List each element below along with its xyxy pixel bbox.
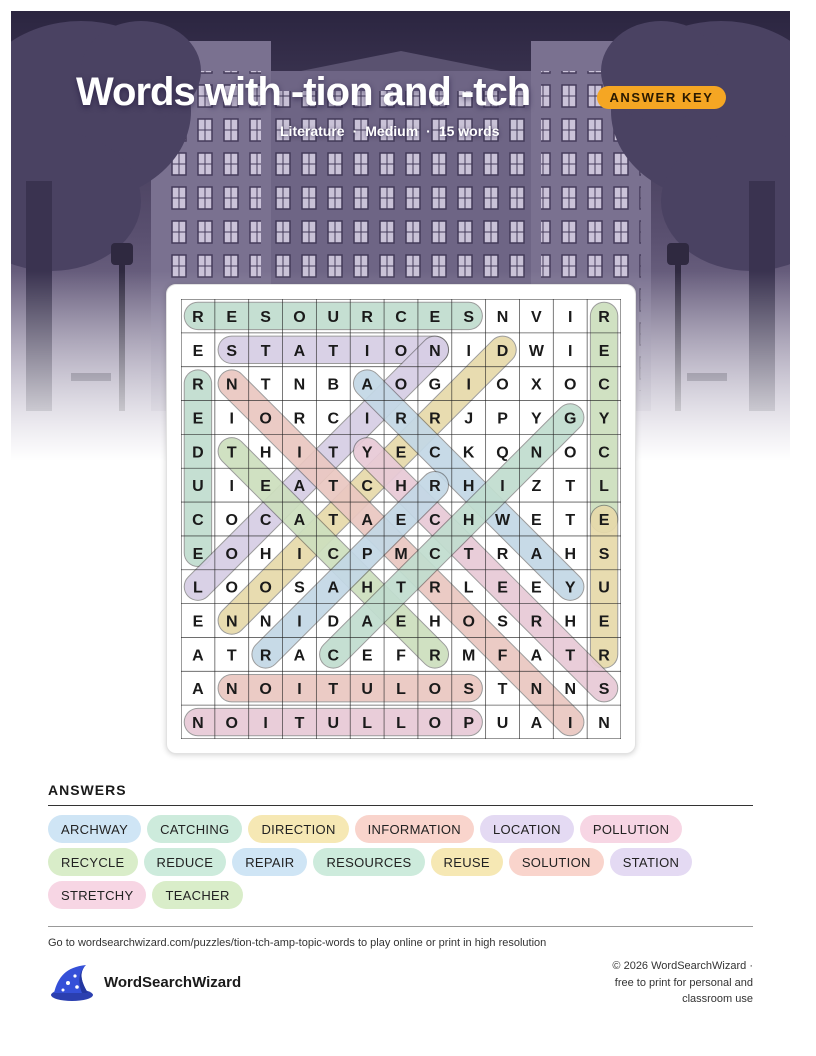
grid-letter: T [226,647,237,665]
grid-letter: K [462,444,475,462]
grid-letter: N [293,376,306,394]
grid-letter: I [500,478,505,496]
grid-letter: E [192,342,204,360]
answer-chip: RESOURCES [313,848,424,876]
grid-letter: I [297,681,302,699]
grid-letter: R [429,647,441,665]
answer-chip: REUSE [431,848,503,876]
grid-letter: C [429,444,441,462]
word-search-grid [181,299,621,739]
grid-letter: A [361,613,373,631]
grid-letter: I [466,342,471,360]
grid-letter: S [463,681,475,699]
grid-letter: T [565,478,576,496]
grid-letter: D [327,613,340,631]
grid-letter: W [528,342,544,360]
grid-letter: A [361,512,373,529]
grid-letter: A [530,715,543,733]
divider [48,805,753,806]
grid-letter: A [293,512,306,529]
grid-letter: Y [598,410,610,428]
grid-letter: I [364,410,370,428]
grid-letter: R [598,308,610,326]
grid-letter: W [494,512,511,529]
grid-letter: T [328,478,339,496]
copyright-text [583,958,753,1008]
grid-letter: A [192,681,204,699]
grid-letter: H [564,545,577,563]
grid-letter: I [364,342,370,360]
grid-letter: U [496,715,509,733]
answer-chip: RECYCLE [48,848,138,876]
grid-letter: R [259,647,272,665]
grid-letter: E [192,545,204,563]
grid-letter: U [327,308,340,326]
grid-letter: A [293,647,306,665]
grid-letter: O [462,613,475,631]
separator-dot: · [352,123,358,139]
grid-letter: R [395,410,407,428]
grid-letter: T [463,545,474,563]
grid-letter: E [531,512,542,529]
answers-heading: ANSWERS [48,782,127,798]
answer-chip: STRETCHY [48,881,146,909]
grid-letter: A [530,647,543,665]
puzzle-meta [280,123,500,139]
grid-letter: R [530,613,543,631]
grid-letter: R [429,478,441,496]
grid-letter: N [225,681,238,699]
grid-letter: Y [361,444,373,462]
grid-letter: M [394,545,408,563]
grid-letter: O [225,579,238,597]
grid-letter: O [225,545,238,563]
grid-letter: U [327,715,340,733]
answer-chip: CATCHING [147,815,242,843]
grid-letter: E [260,478,271,496]
grid-letter: T [497,681,508,699]
grid-letter: T [260,376,271,394]
answer-chip: TEACHER [152,881,242,909]
grid-letter: L [463,579,474,597]
grid-letter: I [297,444,302,462]
answer-chip: STATION [610,848,693,876]
grid-letter: C [361,478,373,496]
grid-letter: O [564,444,577,462]
answer-chip: SOLUTION [509,848,604,876]
grid-letter: O [428,715,442,733]
grid-letter: O [496,376,509,394]
grid-letter: F [497,647,508,665]
grid-letter: V [531,308,542,326]
copyright-line: classroom use [682,993,753,1005]
grid-letter: N [598,715,610,733]
grid-letter: I [568,715,573,733]
grid-letter: E [192,410,204,428]
topic-label: Literature [280,123,345,139]
grid-letter: N [530,444,543,462]
grid-letter: O [259,681,272,699]
grid-letter: E [429,308,441,326]
grid-letter: E [226,308,238,326]
grid-letter: H [564,613,577,631]
grid-letter: T [328,444,339,462]
answer-list [48,815,760,909]
grid-letter: P [497,410,508,428]
grid-letter: O [428,681,442,699]
grid-letter: E [395,613,407,631]
grid-letter: O [259,579,272,597]
grid-letter: L [362,715,373,733]
grid-letter: L [396,715,406,733]
answer-chip: REDUCE [144,848,227,876]
grid-letter: I [568,308,573,326]
grid-letter: E [598,342,610,360]
grid-letter: E [395,444,407,462]
grid-letter: C [429,545,441,563]
grid-letter: N [192,715,204,733]
grid-letter: I [297,613,302,631]
answer-chip: INFORMATION [355,815,474,843]
grid-letter: D [192,444,204,462]
grid-letter: A [293,342,306,360]
word-count-label: 15 words [438,123,500,139]
grid-letter: T [328,681,339,699]
grid-letter: T [565,647,576,665]
grid-letter: O [225,715,238,733]
grid-letter: S [463,308,475,326]
answer-chip: DIRECTION [248,815,348,843]
grid-letter: R [293,410,306,428]
grid-letter: I [263,715,268,733]
grid-letter: M [462,647,476,665]
answer-chip: LOCATION [480,815,574,843]
grid-letter: O [394,342,408,360]
separator-dot: · [426,123,431,139]
grid-letter: G [428,376,442,394]
grid-letter: U [598,579,610,597]
grid-letter: H [395,478,407,496]
grid-letter: Z [531,478,542,496]
grid-letter: T [396,579,406,597]
grid-letter: Y [564,579,576,597]
grid-letter: E [531,579,542,597]
grid-letter: T [226,444,237,462]
grid-letter: Y [531,410,542,428]
grid-letter: S [497,613,508,631]
grid-letter: C [429,512,441,529]
grid-letter: N [429,342,441,360]
grid-letter: T [328,512,339,529]
grid-letter: S [226,342,238,360]
grid-letter: P [463,715,475,733]
grid-letter: O [564,376,577,394]
grid-letter: C [327,647,340,665]
grid-letter: C [192,512,204,529]
grid-letter: C [598,444,610,462]
grid-letter: B [327,376,340,394]
difficulty-label: Medium [365,123,419,139]
divider [48,926,753,927]
grid-letter: A [293,478,306,496]
answer-chip: POLLUTION [580,815,682,843]
grid-letter: O [259,410,272,428]
grid-letter: I [297,545,302,563]
grid-letter: R [192,376,204,394]
grid-letter: C [395,308,407,326]
grid-letter: N [496,308,509,326]
grid-letter: E [192,613,204,631]
grid-letter: N [530,681,543,699]
grid-letter: R [429,410,441,428]
grid-letter: O [394,376,408,394]
grid-letter: E [598,512,610,529]
grid-letter: X [531,376,542,394]
grid-letter: R [496,545,509,563]
grid-letter: S [598,545,610,563]
grid-letter: H [259,444,272,462]
grid-letter: Q [496,444,509,462]
grid-letter: S [598,681,610,699]
grid-letter: I [229,478,234,496]
grid-letter: N [225,613,238,631]
grid-letter: H [361,579,373,597]
grid-letter: J [464,410,474,428]
grid-letter: C [259,512,272,529]
grid-letter: T [565,512,576,529]
grid-letter: L [396,681,406,699]
grid-letter: R [429,579,441,597]
grid-letter: O [225,512,238,529]
grid-letter: N [564,681,577,699]
grid-letter: E [395,512,407,529]
grid-letter: T [260,342,271,360]
grid-letter: L [599,478,609,496]
answer-key-badge: ANSWER KEY [597,86,726,109]
grid-letter: S [260,308,271,326]
grid-letter: H [429,613,441,631]
grid-letter: H [462,478,475,496]
grid-letter: C [598,376,610,394]
grid-letter: G [564,410,577,428]
answer-chip: REPAIR [232,848,307,876]
grid-letter: E [598,613,610,631]
grid-letter: P [361,545,373,563]
grid-letter: N [225,376,238,394]
copyright-line: free to print for personal and [614,976,753,989]
grid-letter: I [568,342,573,360]
grid-letter: I [229,410,234,428]
grid-letter: T [328,342,339,360]
grid-letter: L [193,579,203,597]
grid-letter: C [327,545,340,563]
grid-letter: I [466,376,471,394]
grid-letter: R [192,308,204,326]
page-title: Words with -tion and -tch [76,70,531,114]
grid-letter: A [530,545,543,563]
grid-letter: D [496,342,509,360]
answer-chip: ARCHWAY [48,815,141,843]
grid-letter: U [192,478,204,496]
grid-letter: A [361,376,373,394]
grid-letter: C [327,410,340,428]
grid-letter: E [497,579,508,597]
wizard-hat-icon [48,963,94,1008]
grid-letter: R [598,647,610,665]
grid-letter: T [294,715,305,733]
grid-letter: U [361,681,373,699]
grid-letter: H [259,545,272,563]
grid-letter: H [462,512,475,529]
footer-link-text[interactable]: Go to wordsearchwizard.com/puzzles/tion-tch-amp-topic-words to play online or print in high resolution [48,937,547,949]
grid-letter: O [293,308,306,326]
grid-letter: S [294,579,305,597]
grid-letter: F [396,647,406,665]
grid-letter: A [327,579,340,597]
grid-letter: A [192,647,204,665]
grid-letter: N [259,613,272,631]
grid-letter: R [361,308,373,326]
brand-name: WordSearchWizard [104,974,242,991]
copyright-line: © 2026 WordSearchWizard · [612,960,753,972]
grid-letter: E [361,647,373,665]
